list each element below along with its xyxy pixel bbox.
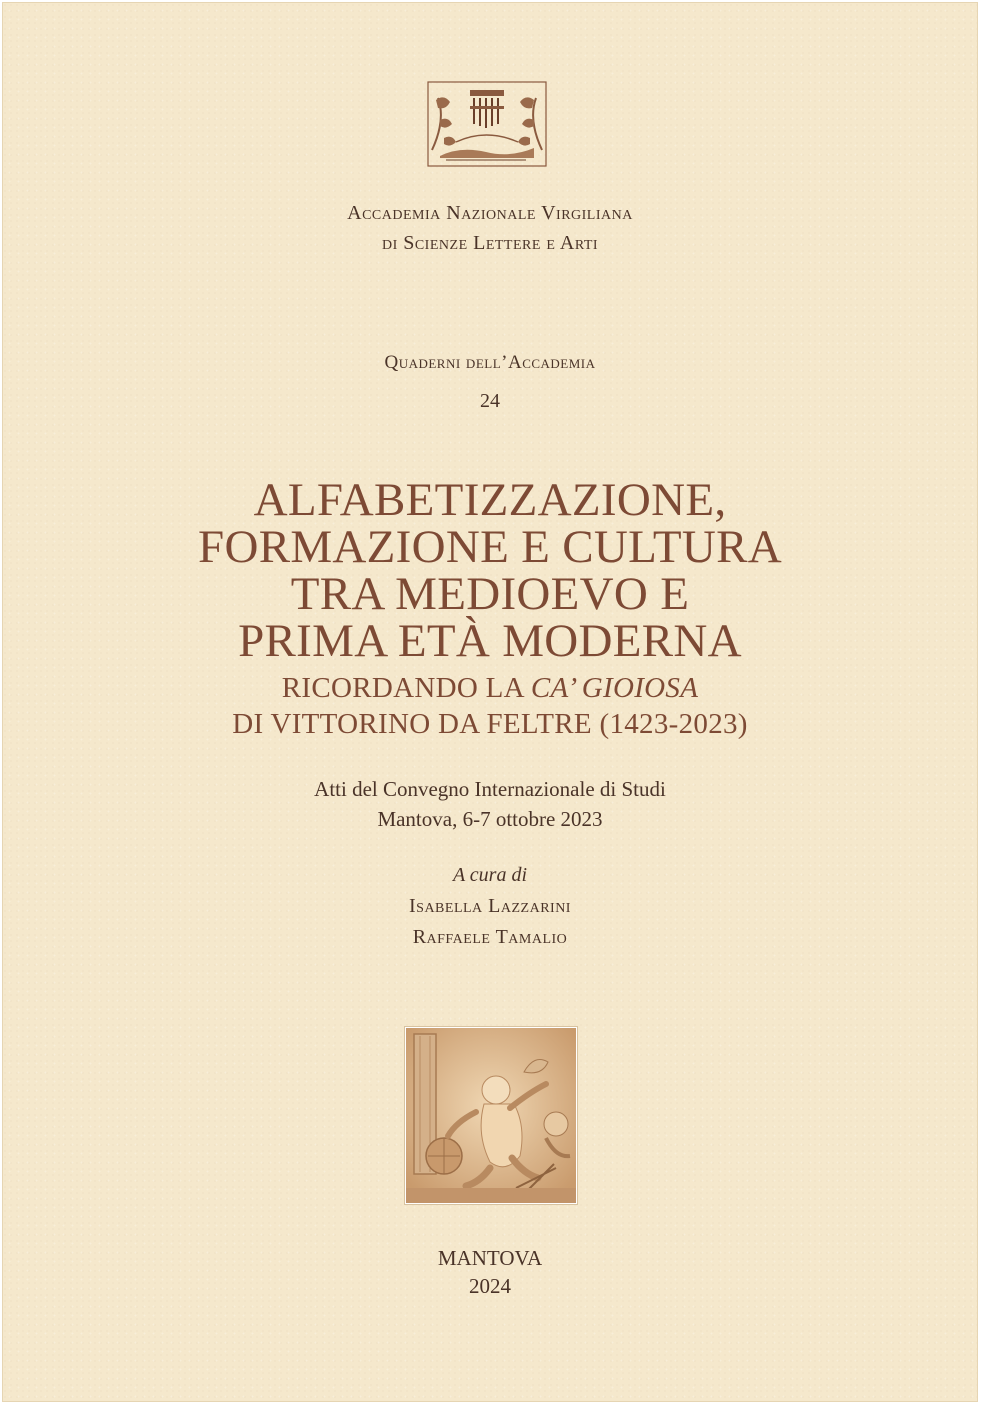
publication-year: 2024 <box>469 1274 511 1298</box>
subtitle-line-2: DI VITTORINO DA FELTRE (1423-2023) <box>232 708 748 740</box>
subtitle-prefix: RICORDANDO LA <box>281 672 531 704</box>
proceedings-place-date: Mantova, 6-7 ottobre 2023 <box>377 807 603 831</box>
series-name: Quaderni dell’Accademia <box>384 352 596 373</box>
academy-emblem-icon <box>426 80 548 168</box>
putto-relief-image <box>405 1027 577 1204</box>
editors-label: A cura di <box>452 864 528 886</box>
book-cover <box>2 2 978 1402</box>
academy-name: Accademia Nazionale Virgiliana <box>347 202 633 224</box>
publication-place: MANTOVA <box>437 1246 543 1270</box>
series-number: 24 <box>480 390 500 412</box>
title-line-1: ALFABETIZZAZIONE, <box>253 474 727 526</box>
title-line-4: PRIMA ETÀ MODERNA <box>238 615 742 667</box>
relief-illustration <box>406 1028 576 1203</box>
title-line-3: TRA MEDIOEVO E <box>290 568 690 620</box>
title-line-2: FORMAZIONE E CULTURA <box>198 521 782 573</box>
academy-subtitle: di Scienze Lettere e Arti <box>381 232 599 254</box>
proceedings-title: Atti del Convegno Internazionale di Studi <box>314 777 666 801</box>
editor-name: Isabella Lazzarini <box>409 895 571 917</box>
subtitle-italic: CA’ GIOIOSA <box>530 672 699 704</box>
subtitle-line-1 <box>2 672 978 705</box>
editor-name: Raffaele Tamalio <box>412 926 568 948</box>
